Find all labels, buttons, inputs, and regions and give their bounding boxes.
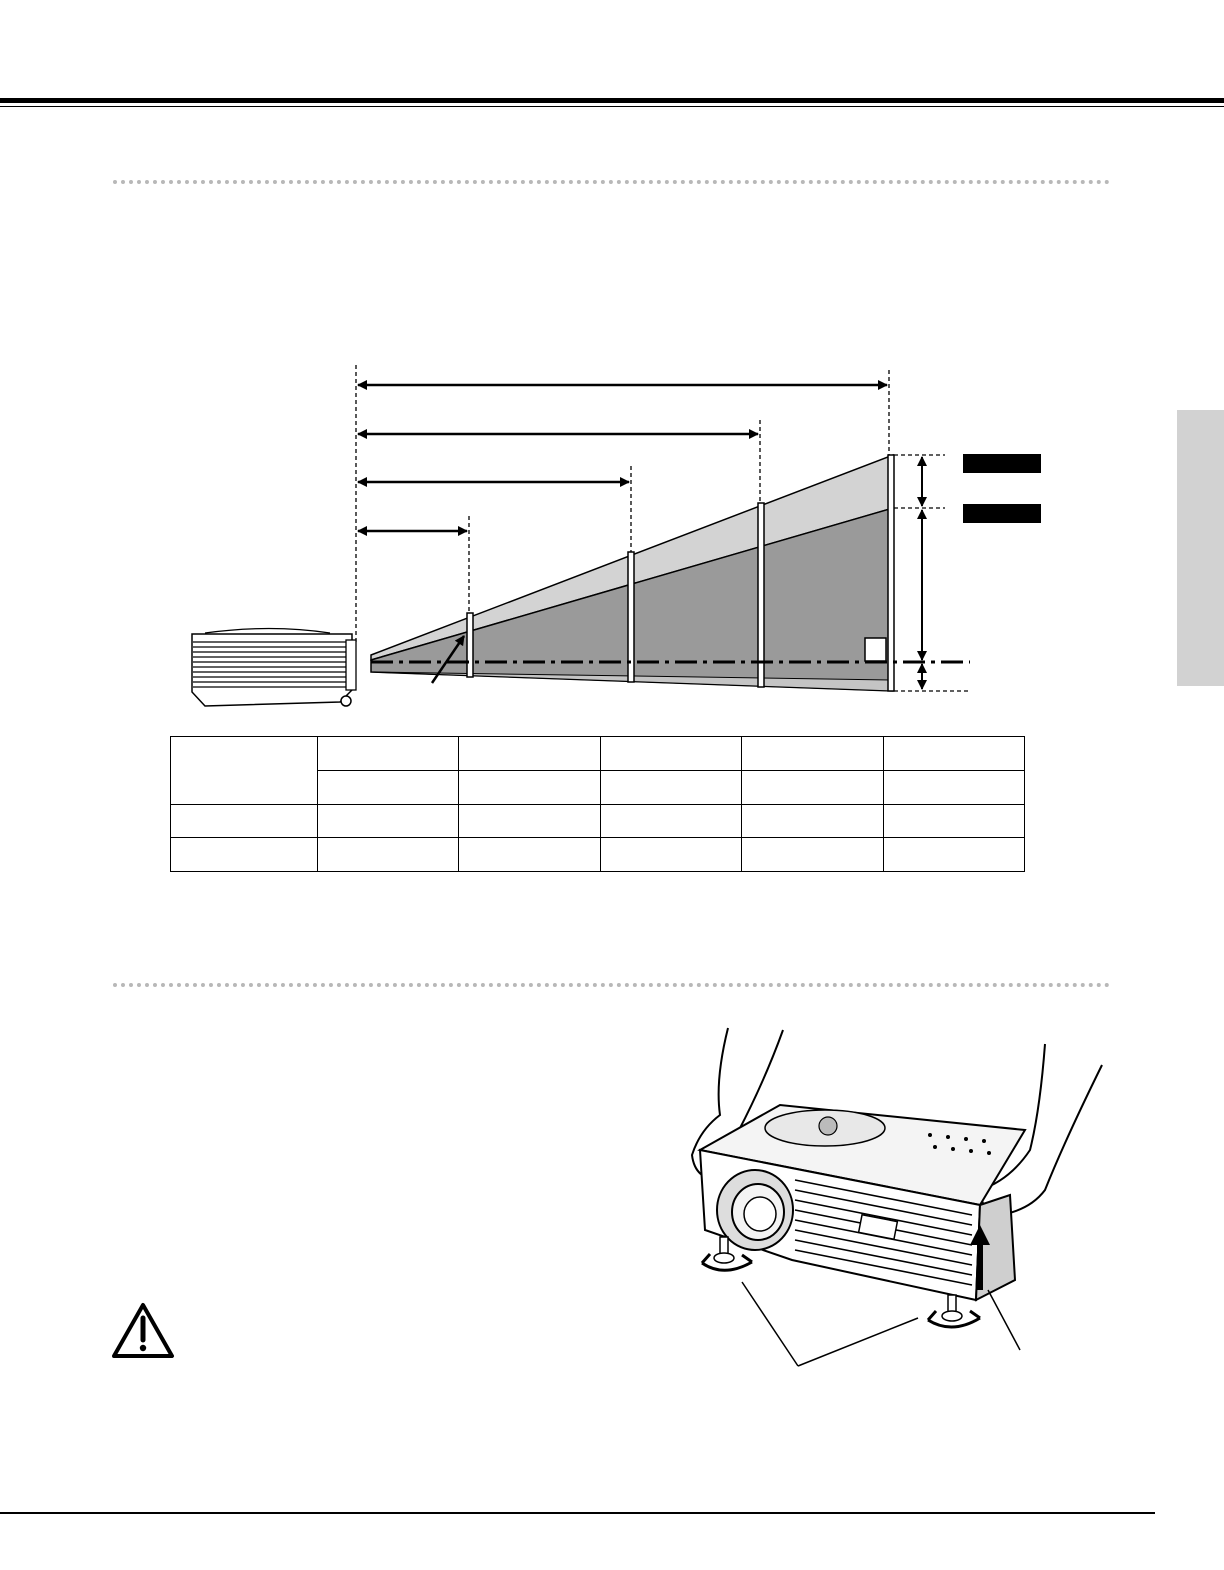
table-cell xyxy=(318,770,459,804)
screen-center-marker xyxy=(865,638,886,661)
label-box-1 xyxy=(963,454,1041,473)
table-cell xyxy=(459,838,600,872)
projector-lift-illustration xyxy=(680,1020,1120,1380)
table-cell xyxy=(883,770,1024,804)
table-cell xyxy=(318,804,459,838)
table-cell xyxy=(742,804,883,838)
table-cell xyxy=(600,770,741,804)
label-box-2 xyxy=(963,504,1041,523)
table-row xyxy=(171,737,1025,771)
table-cell xyxy=(600,737,741,771)
footer-rule xyxy=(0,1512,1155,1514)
table-cell xyxy=(600,838,741,872)
table-cell xyxy=(171,737,318,805)
table-cell xyxy=(883,737,1024,771)
table-cell xyxy=(171,838,318,872)
table-row xyxy=(171,804,1025,838)
table-cell xyxy=(742,838,883,872)
table-cell xyxy=(171,804,318,838)
projector-side-icon xyxy=(192,629,356,707)
table-cell xyxy=(742,737,883,771)
projection-distance-table xyxy=(170,736,1025,872)
table-cell xyxy=(318,737,459,771)
table-cell xyxy=(459,770,600,804)
table-cell xyxy=(742,770,883,804)
table-row xyxy=(171,838,1025,872)
table-cell xyxy=(883,804,1024,838)
table-cell xyxy=(600,804,741,838)
warning-triangle-icon xyxy=(110,1300,176,1362)
table-cell xyxy=(318,838,459,872)
table-cell xyxy=(459,737,600,771)
table-cell xyxy=(883,838,1024,872)
table-cell xyxy=(459,804,600,838)
